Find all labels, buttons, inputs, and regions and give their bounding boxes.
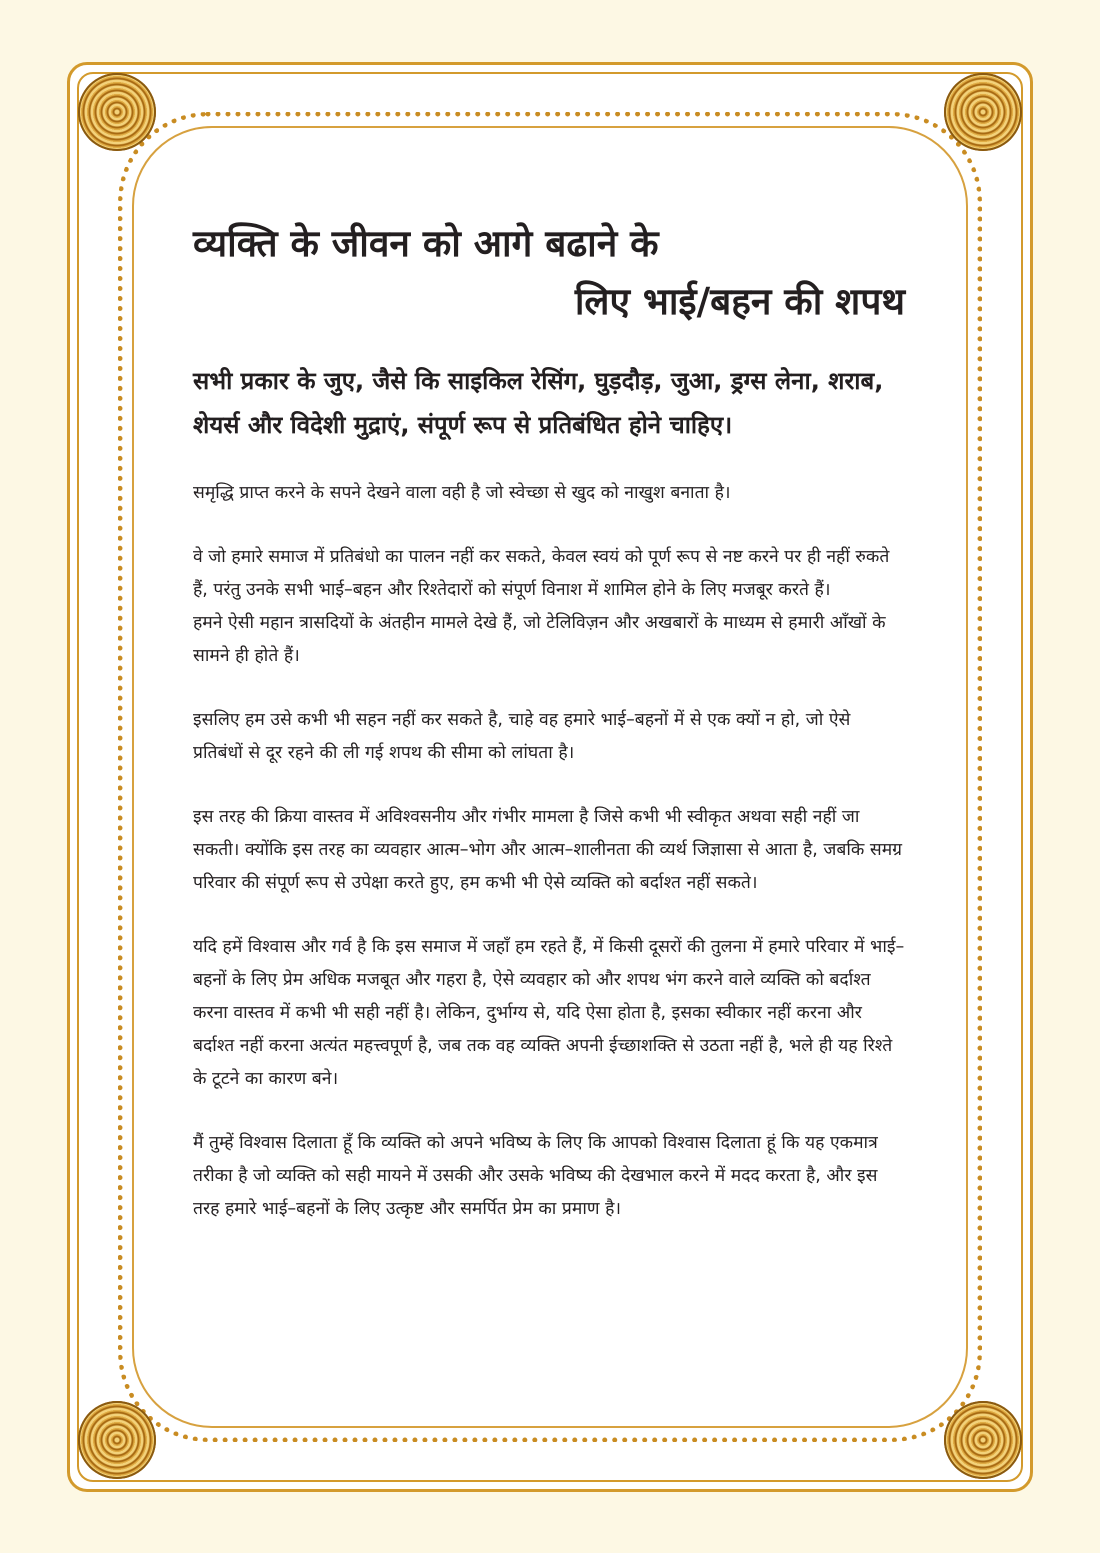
paragraph-5 xyxy=(193,931,905,1096)
document-content xyxy=(193,215,905,1257)
paragraph-text: इसलिए हम उसे कभी भी सहन नहीं कर सकते है, चाहे वह हमारे भाई–बहनों में से एक क्यों न हो, जो ऐसे प्रतिबंधों से दूर रहने की ली गई शपथ की सीमा को लांघता है। xyxy=(193,710,851,763)
paragraph-text: यदि हमें विश्वास और गर्व है कि इस समाज में जहाँ हम रहते हैं, में किसी दूसरों की तुलना में हमारे परिवार में भाई–बहनों के लिए प्रेम अधिक मजबूत और गहरा है, ऐसे व्यवहार को और शपथ भंग करने वाले व्यक्ति को बर्दाश्त करना वास्तव में कभी भी सही नहीं है। लेकिन, दुर्भाग्य से, यदि ऐसा होता है, इसका स्वीकार नहीं करना और बर्दाश्त नहीं करना अत्यंत महत्त्वपूर्ण है, जब तक वह व्यक्ति अपनी ईच्छाशक्ति से उठता नहीं है, भले ही यह रिश्ते के टूटने का कारण बने। xyxy=(193,937,905,1089)
corner-medallion-top-left xyxy=(78,73,156,151)
corner-medallion-bottom-right xyxy=(944,1401,1022,1479)
paragraph-text: हमने ऐसी महान त्रासदियों के अंतहीन मामले देखे हैं, जो टेलिविज़न और अखबारों के माध्यम से हमारी आँखों के सामने ही होते हैं। xyxy=(193,613,886,666)
paragraph-text: समृद्धि प्राप्त करने के सपने देखने वाला वही है जो स्वेच्छा से खुद को नाखुश बनाता है। xyxy=(193,483,731,503)
paragraph-text: वे जो हमारे समाज में प्रतिबंधो का पालन नहीं कर सकते, केवल स्वयं को पूर्ण रूप से नष्ट करने पर ही नहीं रुकते हैं, परंतु उनके सभी भाई–बहन और रिश्तेदारों को संपूर्ण विनाश में शामिल होने के लिए मजबूर करते हैं। xyxy=(193,547,890,600)
paragraph-text: मैं तुम्हें विश्वास दिलाता हूँ कि व्यक्ति को अपने भविष्य के लिए कि आपको विश्वास दिलाता हूं कि यह एकमात्र तरीका है जो व्यक्ति को सही मायने में उसकी और उसके भविष्य की देखभाल करने में मदद करता है, और इस तरह हमारे भाई–बहनों के लिए उत्कृष्ट और समर्पित प्रेम का प्रमाण है। xyxy=(193,1133,878,1219)
corner-medallion-top-right xyxy=(944,73,1022,151)
page-title xyxy=(193,215,905,331)
title-line-2: लिए भाई/बहन की शपथ xyxy=(574,280,905,323)
paragraph-6 xyxy=(193,1127,905,1226)
paragraph-1 xyxy=(193,477,905,510)
lead-statement: सभी प्रकार के जुए, जैसे कि साइकिल रेसिंग, घुड़दौड़, जुआ, ड्रग्स लेना, शराब, शेयर्स और विदेशी मुद्राएं, संपूर्ण रूप से प्रतिबंधित होने चाहिए। xyxy=(193,367,884,439)
title-line-1: व्यक्ति के जीवन को आगे बढाने के xyxy=(193,222,659,265)
paragraph-2 xyxy=(193,541,905,673)
paragraph-4 xyxy=(193,801,905,900)
corner-medallion-bottom-left xyxy=(78,1401,156,1479)
paragraph-3 xyxy=(193,704,905,770)
paragraph-text: इस तरह की क्रिया वास्तव में अविश्वसनीय और गंभीर मामला है जिसे कभी भी स्वीकृत अथवा सही नहीं जा सकती। क्योंकि इस तरह का व्यवहार आत्म–भोग और आत्म–शालीनता की व्यर्थ जिज्ञासा से आता है, जबकि समग्र परिवार की संपूर्ण रूप से उपेक्षा करते हुए, हम कभी भी ऐसे व्यक्ति को बर्दाश्त नहीं सकते। xyxy=(193,807,903,893)
